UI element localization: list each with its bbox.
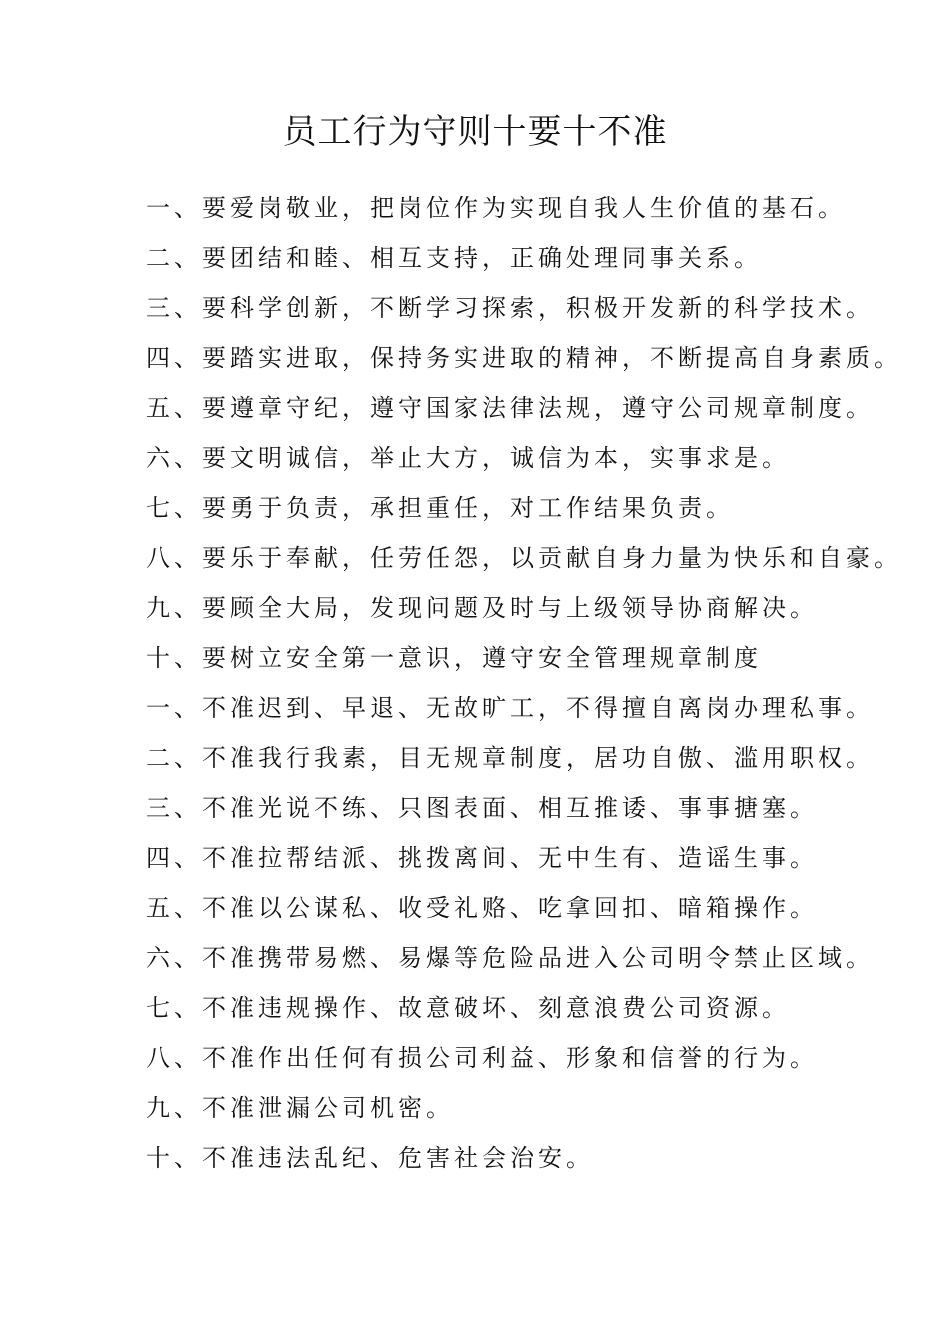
rule-item: 十、不准违法乱纪、危害社会治安。: [146, 1144, 594, 1172]
rule-item: 九、不准泄漏公司机密。: [146, 1094, 454, 1122]
rule-item: 十、要树立安全第一意识，遵守安全管理规章制度: [146, 644, 762, 672]
rule-item: 四、要踏实进取，保持务实进取的精神，不断提高自身素质。: [146, 344, 902, 372]
rule-item: 二、要团结和睦、相互支持，正确处理同事关系。: [146, 244, 762, 272]
rule-item: 五、不准以公谋私、收受礼赂、吃拿回扣、暗箱操作。: [146, 894, 818, 922]
rule-item: 九、要顾全大局，发现问题及时与上级领导协商解决。: [146, 594, 818, 622]
rule-item: 三、不准光说不练、只图表面、相互推诿、事事搪塞。: [146, 794, 818, 822]
rule-item: 七、不准违规操作、故意破坏、刻意浪费公司资源。: [146, 994, 790, 1022]
rule-item: 五、要遵章守纪，遵守国家法律法规，遵守公司规章制度。: [146, 394, 874, 422]
rule-item: 三、要科学创新，不断学习探索，积极开发新的科学技术。: [146, 294, 874, 322]
rule-item: 一、不准迟到、早退、无故旷工，不得擅自离岗办理私事。: [146, 694, 874, 722]
rule-item: 七、要勇于负责，承担重任，对工作结果负责。: [146, 494, 734, 522]
rule-item: 四、不准拉帮结派、挑拨离间、无中生有、造谣生事。: [146, 844, 818, 872]
rule-item: 六、不准携带易燃、易爆等危险品进入公司明令禁止区域。: [146, 944, 874, 972]
document-title: 员工行为守则十要十不准: [282, 112, 668, 152]
rule-item: 八、不准作出任何有损公司利益、形象和信誉的行为。: [146, 1044, 818, 1072]
rule-item: 二、不准我行我素，目无规章制度，居功自傲、滥用职权。: [146, 744, 874, 772]
rule-item: 六、要文明诚信，举止大方，诚信为本，实事求是。: [146, 444, 790, 472]
rules-list: [146, 190, 902, 1190]
rule-item: 一、要爱岗敬业，把岗位作为实现自我人生价值的基石。: [146, 194, 846, 222]
rule-item: 八、要乐于奉献，任劳任怨，以贡献自身力量为快乐和自豪。: [146, 544, 902, 572]
